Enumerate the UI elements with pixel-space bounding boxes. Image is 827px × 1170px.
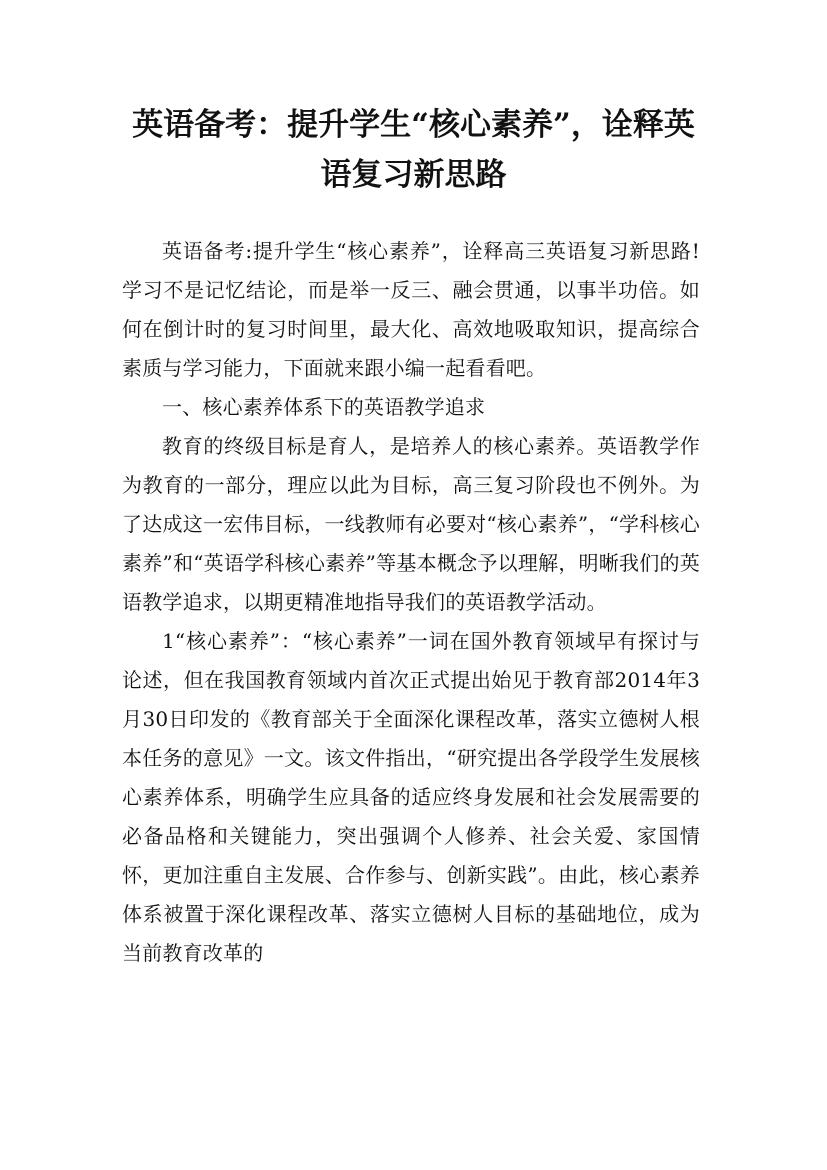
- intro-paragraph: 英语备考:提升学生“核心素养”，诠释高三英语复习新思路!学习不是记忆结论，而是举一反三、融会贯通，以事半功倍。如何在倒计时的复习时间里，最大化、高效地吸取知识，提高综合素质与学习能力，下面就来跟小编一起看看吧。: [122, 239, 700, 380]
- document-body: [122, 232, 700, 973]
- title-line-2: 语复习新思路: [320, 157, 507, 193]
- body-paragraph-2: 1“核心素养”：“核心素养”一词在国外教育领域早有探讨与论述，但在我国教育领域内首次正式提出始见于教育部2014年3月30日印发的《教育部关于全面深化课程改革，落实立德树人根本任务的意见》一文。该文件指出，“研究提出各学段学生发展核心素养体系，明确学生应具备的适应终身发展和社会发展需要的必备品格和关键能力，突出强调个人修养、社会关爱、家国情怀，更加注重自主发展、合作参与、创新实践”。由此，核心素养体系被置于深化课程改革、落实立德树人目标的基础地位，成为当前教育改革的: [122, 629, 700, 965]
- section-heading-1: 一、核心素养体系下的英语教学追求: [162, 395, 486, 419]
- title-line-1: 英语备考：提升学生“核心素养”，诠释英: [132, 107, 695, 143]
- body-paragraph-1: 教育的终级目标是育人，是培养人的核心素养。英语教学作为教育的一部分，理应以此为目标，高三复习阶段也不例外。为了达成这一宏伟目标，一线教师有必要对“核心素养”，“学科核心素养”和“英语学科核心素养”等基本概念予以理解，明晰我们的英语教学追求，以期更精准地指导我们的英语教学活动。: [122, 434, 700, 614]
- document-title: [120, 100, 707, 200]
